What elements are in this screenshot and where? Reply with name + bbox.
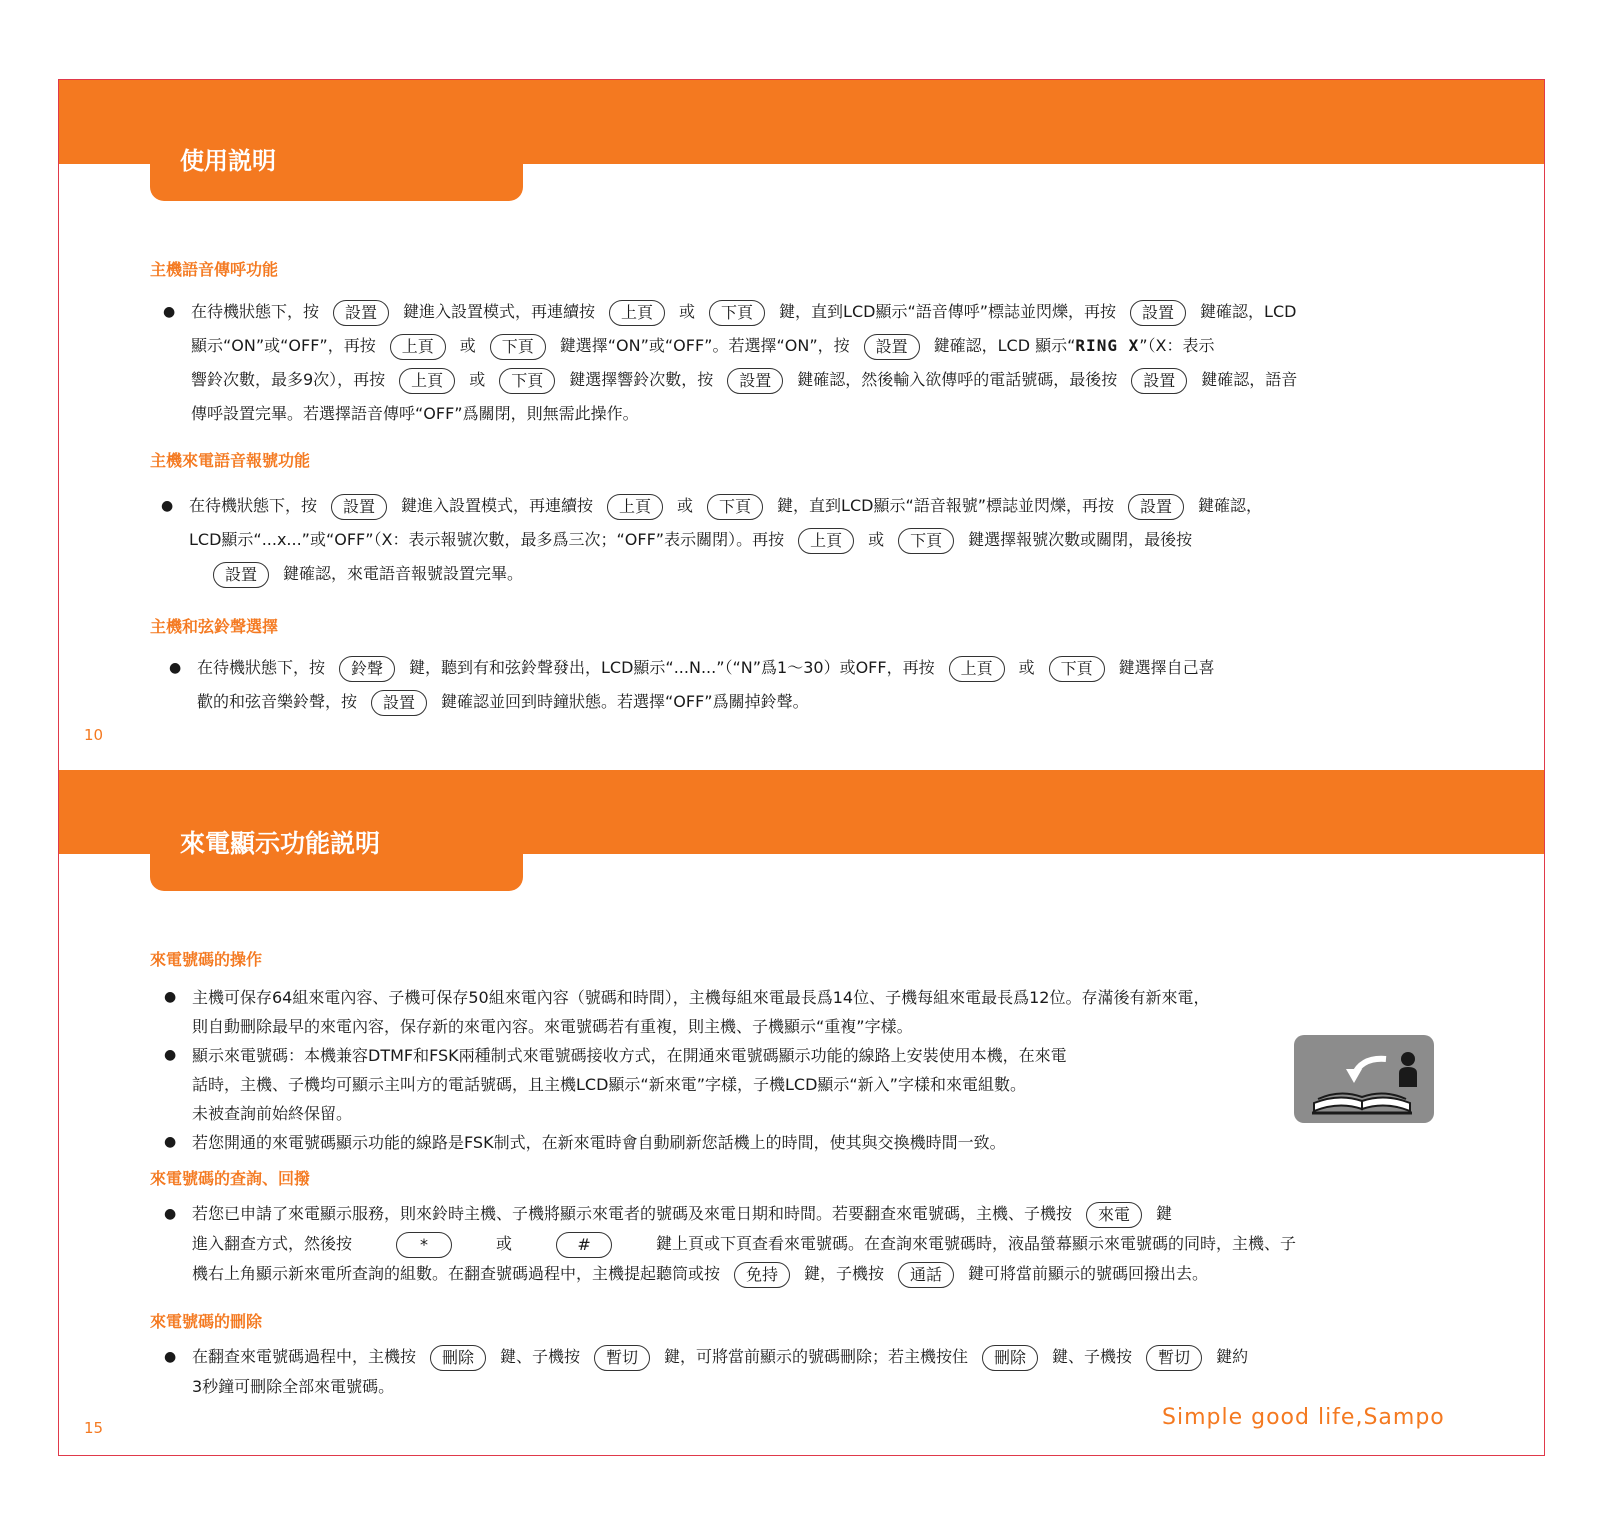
text-run: 鍵上頁或下頁查看來電號碼。在查詢來電號碼時，液晶螢幕顯示來電號碼的同時，主機、子 bbox=[656, 1234, 1297, 1253]
talk-key: 通話 bbox=[898, 1262, 954, 1288]
text-run: 鍵，聽到有和弦鈴聲發出，LCD顯示“...N...”（“N”爲1～30）或OFF，再按 bbox=[409, 658, 935, 677]
text-run: 或 bbox=[459, 336, 476, 355]
text-run: 鍵確認並回到時鐘狀態。若選擇“OFF”爲關掉鈴聲。 bbox=[441, 692, 809, 711]
page-down-key: 下頁 bbox=[709, 300, 765, 326]
text-line bbox=[189, 489, 1262, 523]
text-run: 鍵確認，語音 bbox=[1201, 370, 1298, 389]
hold-key: 暫切 bbox=[594, 1345, 650, 1371]
text-run: 鍵進入設置模式，再連續按 bbox=[403, 302, 596, 321]
page-down-key: 下頁 bbox=[499, 368, 555, 394]
text-run: 鍵，可將當前顯示的號碼刪除；若主機按住 bbox=[664, 1347, 969, 1366]
bullet-icon: ● bbox=[164, 989, 177, 1005]
handsfree-key: 免持 bbox=[734, 1262, 790, 1288]
section-heading: 來電號碼的刪除 bbox=[150, 1312, 263, 1331]
text-line bbox=[192, 1099, 1209, 1128]
bullet-icon: ● bbox=[169, 660, 182, 676]
text-line bbox=[192, 1070, 1209, 1099]
text-run: 顯示“ON”或“OFF”，再按 bbox=[191, 336, 376, 355]
star-key: * bbox=[396, 1232, 452, 1258]
text-run: 機右上角顯示新來電所查詢的組數。在翻查號碼過程中，主機提起聽筒或按 bbox=[192, 1264, 721, 1283]
delete-key: 刪除 bbox=[430, 1345, 486, 1371]
section-heading: 來電號碼的查詢、回撥 bbox=[150, 1169, 311, 1188]
page-down-key: 下頁 bbox=[1049, 656, 1105, 682]
book-callback-icon bbox=[1294, 1035, 1434, 1123]
text-line bbox=[189, 557, 1262, 591]
settings-key: 設置 bbox=[333, 300, 389, 326]
title-tab-bottom bbox=[150, 773, 523, 891]
page-number: 10 bbox=[84, 726, 104, 744]
text-run: 鍵確認，LCD 顯示“ bbox=[933, 336, 1076, 355]
text-run: 顯示來電號碼：本機兼容DTMF和FSK兩種制式來電號碼接收方式，在開通來電號碼顯示功能的線路上安裝使用本機，在來電 bbox=[192, 1046, 1067, 1065]
text-run: 在待機狀態下，按 bbox=[197, 658, 326, 677]
page-title: 使用説明 bbox=[180, 147, 276, 175]
text-run: 響鈴次數，最多9次），再按 bbox=[191, 370, 386, 389]
page-down-key: 下頁 bbox=[490, 334, 546, 360]
text-run: 在待機狀態下，按 bbox=[189, 496, 318, 515]
text-line bbox=[192, 1229, 1296, 1259]
incoming-call-key: 來電 bbox=[1086, 1202, 1142, 1228]
text-run: 或 bbox=[679, 302, 696, 321]
text-line bbox=[189, 523, 1262, 557]
bullet-icon: ● bbox=[164, 1047, 177, 1063]
text-run: 話時，主機、子機均可顯示主叫方的電話號碼，且主機LCD顯示“新來電”字樣，子機LCD顯示“新入”字樣和來電組數。 bbox=[192, 1075, 1026, 1094]
text-line bbox=[191, 397, 1297, 431]
page-number: 15 bbox=[84, 1419, 104, 1437]
text-line bbox=[191, 329, 1297, 363]
paragraph-voice-page bbox=[163, 295, 1298, 431]
bullet-icon: ● bbox=[161, 498, 174, 514]
hash-key: # bbox=[556, 1232, 612, 1258]
text-line bbox=[192, 1199, 1296, 1229]
section-heading: 主機來電語音報號功能 bbox=[150, 451, 311, 470]
page-up-key: 上頁 bbox=[607, 494, 663, 520]
text-run: 主機可保存64組來電內容、子機可保存50組來電內容（號碼和時間），主機每組來電最長爲14位、子機每組來電最長爲12位。存滿後有新來電， bbox=[192, 988, 1210, 1007]
text-line bbox=[164, 1128, 1209, 1157]
section-heading: 主機語音傳呼功能 bbox=[150, 260, 279, 279]
text-run: LCD顯示“...x...”或“OFF”（X：表示報號次數，最多爲三次；“OFF”表示關閉）。再按 bbox=[189, 530, 785, 549]
text-run: 鍵確認，然後輸入欲傳呼的電話號碼，最後按 bbox=[797, 370, 1118, 389]
page-up-key: 上頁 bbox=[798, 528, 854, 554]
page-down-key: 下頁 bbox=[707, 494, 763, 520]
page-up-key: 上頁 bbox=[609, 300, 665, 326]
text-run: 鍵、子機按 bbox=[500, 1347, 581, 1366]
bullet-icon: ● bbox=[164, 1206, 177, 1222]
text-run: 若您已申請了來電顯示服務，則來鈴時主機、子機將顯示來電者的號碼及來電日期和時間。若要翻查來電號碼，主機、子機按 bbox=[192, 1204, 1073, 1223]
text-line bbox=[197, 651, 1215, 685]
text-run: 則自動刪除最早的來電內容，保存新的來電內容。來電號碼若有重複，則主機、子機顯示“重複”字樣。 bbox=[192, 1017, 913, 1036]
paragraph-ringtone bbox=[169, 651, 1215, 719]
text-run: 傳呼設置完畢。若選擇語音傳呼“OFF”爲關閉，則無需此操作。 bbox=[191, 404, 639, 423]
settings-key: 設置 bbox=[213, 562, 269, 588]
text-run: 鍵，直到LCD顯示“語音傳呼”標誌並閃爍，再按 bbox=[779, 302, 1117, 321]
slogan: Simple good life,Sampo bbox=[1162, 1405, 1445, 1430]
text-run: 未被查詢前始終保留。 bbox=[192, 1104, 353, 1123]
text-line bbox=[197, 685, 1215, 719]
text-run: 鍵，直到LCD顯示“語音報號”標誌並閃爍，再按 bbox=[777, 496, 1115, 515]
text-line bbox=[192, 1342, 1248, 1372]
text-run: 鍵進入設置模式，再連續按 bbox=[401, 496, 594, 515]
text-run: 鍵，子機按 bbox=[804, 1264, 885, 1283]
text-run: 若您開通的來電號碼顯示功能的線路是FSK制式，在新來電時會自動刷新您話機上的時間，使其與交換機時間一致。 bbox=[192, 1133, 1006, 1152]
text-line bbox=[192, 1012, 1209, 1041]
text-run: 或 bbox=[1018, 658, 1035, 677]
text-run: 鍵選擇報號次數或關閉，最後按 bbox=[968, 530, 1193, 549]
text-run: 鍵選擇“ON”或“OFF”。若選擇“ON”，按 bbox=[559, 336, 850, 355]
page-title: 來電顯示功能説明 bbox=[180, 829, 381, 858]
text-run: 鍵確認， bbox=[1198, 496, 1263, 515]
paragraph-caller-announce bbox=[161, 489, 1263, 591]
text-run: 鍵 bbox=[1156, 1204, 1173, 1223]
bullet-icon: ● bbox=[164, 1134, 177, 1150]
page-down-key: 下頁 bbox=[898, 528, 954, 554]
paragraph-delete bbox=[164, 1342, 1249, 1402]
text-line bbox=[192, 1259, 1296, 1289]
text-line bbox=[164, 1041, 1209, 1070]
title-tab-top bbox=[150, 83, 523, 201]
text-run: 鍵約 bbox=[1216, 1347, 1249, 1366]
text-line bbox=[192, 1372, 1248, 1402]
settings-key: 設置 bbox=[1131, 368, 1187, 394]
text-run: 或 bbox=[469, 370, 486, 389]
settings-key: 設置 bbox=[371, 690, 427, 716]
text-run: 鍵、子機按 bbox=[1052, 1347, 1133, 1366]
bullet-icon: ● bbox=[163, 304, 176, 320]
text-run: 進入翻查方式，然後按 bbox=[192, 1234, 353, 1253]
settings-key: 設置 bbox=[331, 494, 387, 520]
text-run: 鍵選擇自己喜 bbox=[1118, 658, 1215, 677]
text-run: 鍵可將當前顯示的號碼回撥出去。 bbox=[968, 1264, 1209, 1283]
text-run: ”（X：表示 bbox=[1139, 336, 1215, 355]
text-run: 或 bbox=[677, 496, 694, 515]
text-run: 3秒鐘可刪除全部來電號碼。 bbox=[192, 1377, 395, 1396]
paragraph-caller-id-ops bbox=[164, 983, 1210, 1157]
settings-key: 設置 bbox=[1128, 494, 1184, 520]
text-run: 鍵確認，來電語音報號設置完畢。 bbox=[283, 564, 524, 583]
text-line bbox=[191, 363, 1297, 397]
text-run: 歡的和弦音樂鈴聲，按 bbox=[197, 692, 358, 711]
hold-key: 暫切 bbox=[1146, 1345, 1202, 1371]
page-up-key: 上頁 bbox=[390, 334, 446, 360]
settings-key: 設置 bbox=[1130, 300, 1186, 326]
delete-key: 刪除 bbox=[982, 1345, 1038, 1371]
section-heading: 來電號碼的操作 bbox=[150, 950, 263, 969]
page-up-key: 上頁 bbox=[399, 368, 455, 394]
text-line bbox=[191, 295, 1297, 329]
paragraph-query-callback bbox=[164, 1199, 1297, 1289]
settings-key: 設置 bbox=[727, 368, 783, 394]
text-run: 在翻查來電號碼過程中，主機按 bbox=[192, 1347, 417, 1366]
text-run: 或 bbox=[868, 530, 885, 549]
text-run: 鍵選擇響鈴次數，按 bbox=[569, 370, 714, 389]
page-up-key: 上頁 bbox=[949, 656, 1005, 682]
text-run: 鍵確認，LCD bbox=[1200, 302, 1297, 321]
text-run: 在待機狀態下，按 bbox=[191, 302, 320, 321]
bullet-icon: ● bbox=[164, 1349, 177, 1365]
settings-key: 設置 bbox=[864, 334, 920, 360]
text-run: 或 bbox=[496, 1234, 513, 1253]
section-heading: 主機和弦鈴聲選擇 bbox=[150, 617, 279, 636]
ringtone-key: 鈴聲 bbox=[339, 656, 395, 682]
lcd-ring-display: RING X bbox=[1075, 336, 1140, 355]
text-line bbox=[164, 983, 1210, 1012]
